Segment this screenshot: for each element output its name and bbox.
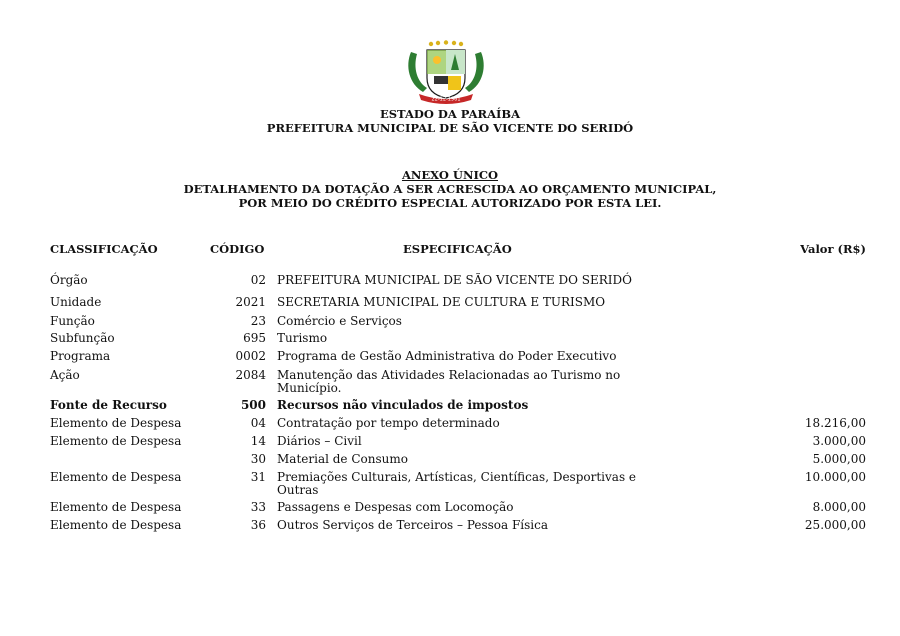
row-especificacao: Diários – Civil (277, 434, 362, 448)
row-especificacao: Contratação por tempo determinado (277, 416, 500, 430)
column-header-classificacao: CLASSIFICAÇÃO (50, 242, 158, 256)
municipality-name: PREFEITURA MUNICIPAL DE SÃO VICENTE DO SERIDÓ (266, 121, 634, 135)
row-codigo: 14 (250, 434, 266, 448)
row-codigo: 30 (250, 452, 266, 466)
row-especificacao: Comércio e Serviços (277, 314, 402, 328)
row-valor: 8.000,00 (812, 500, 866, 514)
row-especificacao: Recursos não vinculados de impostos (277, 398, 529, 412)
row-classificacao: Elemento de Despesa (50, 416, 182, 430)
row-valor: 3.000,00 (812, 434, 866, 448)
row-classificacao: Elemento de Despesa (50, 518, 182, 532)
municipal-coat-of-arms (403, 40, 489, 106)
row-especificacao: Outros Serviços de Terceiros – Pessoa Física (277, 518, 549, 532)
row-codigo: 695 (243, 331, 266, 345)
row-codigo: 33 (250, 500, 266, 514)
row-codigo: 2084 (235, 368, 266, 382)
crest-date: 22-12-1961 (431, 96, 461, 103)
annex-title: ANEXO ÚNICO (401, 168, 499, 182)
row-codigo: 2021 (235, 295, 266, 309)
column-header-especificacao: ESPECIFICAÇÃO (403, 242, 512, 256)
row-especificacao: Passagens e Despesas com Locomoção (277, 500, 514, 514)
row-especificacao: SECRETARIA MUNICIPAL DE CULTURA E TURISMO (277, 295, 606, 309)
row-classificacao: Elemento de Despesa (50, 434, 182, 448)
row-especificacao: PREFEITURA MUNICIPAL DE SÃO VICENTE DO SERIDÓ (277, 273, 632, 287)
row-especificacao: Material de Consumo (277, 452, 408, 466)
row-classificacao: Elemento de Despesa (50, 500, 182, 514)
row-classificacao: Elemento de Despesa (50, 470, 182, 484)
column-header-valor: Valor (R$) (800, 242, 866, 256)
row-valor: 18.216,00 (804, 416, 866, 430)
row-codigo: 04 (250, 416, 266, 430)
row-valor: 10.000,00 (804, 470, 866, 484)
row-especificacao: Premiações Culturais, Artísticas, Científicas, Desportivas e Outras (277, 470, 637, 497)
column-header-codigo: CÓDIGO (210, 242, 265, 256)
row-codigo: 36 (250, 518, 266, 532)
row-codigo: 02 (250, 273, 266, 287)
row-classificacao: Programa (50, 349, 111, 363)
row-classificacao: Unidade (50, 295, 102, 309)
row-especificacao: Turismo (277, 331, 328, 345)
row-classificacao: Ação (50, 368, 80, 382)
row-classificacao: Fonte de Recurso (50, 398, 167, 412)
row-classificacao: Órgão (50, 273, 88, 287)
row-codigo: 23 (250, 314, 266, 328)
row-valor: 25.000,00 (804, 518, 866, 532)
row-especificacao: Programa de Gestão Administrativa do Poder Executivo (277, 349, 617, 363)
row-codigo: 500 (240, 398, 266, 412)
row-classificacao: Subfunção (50, 331, 115, 345)
row-valor: 5.000,00 (812, 452, 866, 466)
state-name: ESTADO DA PARAÍBA (379, 107, 521, 121)
row-classificacao: Função (50, 314, 95, 328)
row-codigo: 31 (250, 470, 266, 484)
crest-stars (429, 40, 463, 46)
row-codigo: 0002 (235, 349, 266, 363)
annex-subtitle-line2: POR MEIO DO CRÉDITO ESPECIAL AUTORIZADO POR ESTA LEI. (238, 196, 662, 210)
row-especificacao: Manutenção das Atividades Relacionadas ao Turismo no Município. (277, 368, 621, 395)
annex-subtitle-line1: DETALHAMENTO DA DOTAÇÃO A SER ACRESCIDA AO ORÇAMENTO MUNICIPAL, (183, 182, 717, 196)
